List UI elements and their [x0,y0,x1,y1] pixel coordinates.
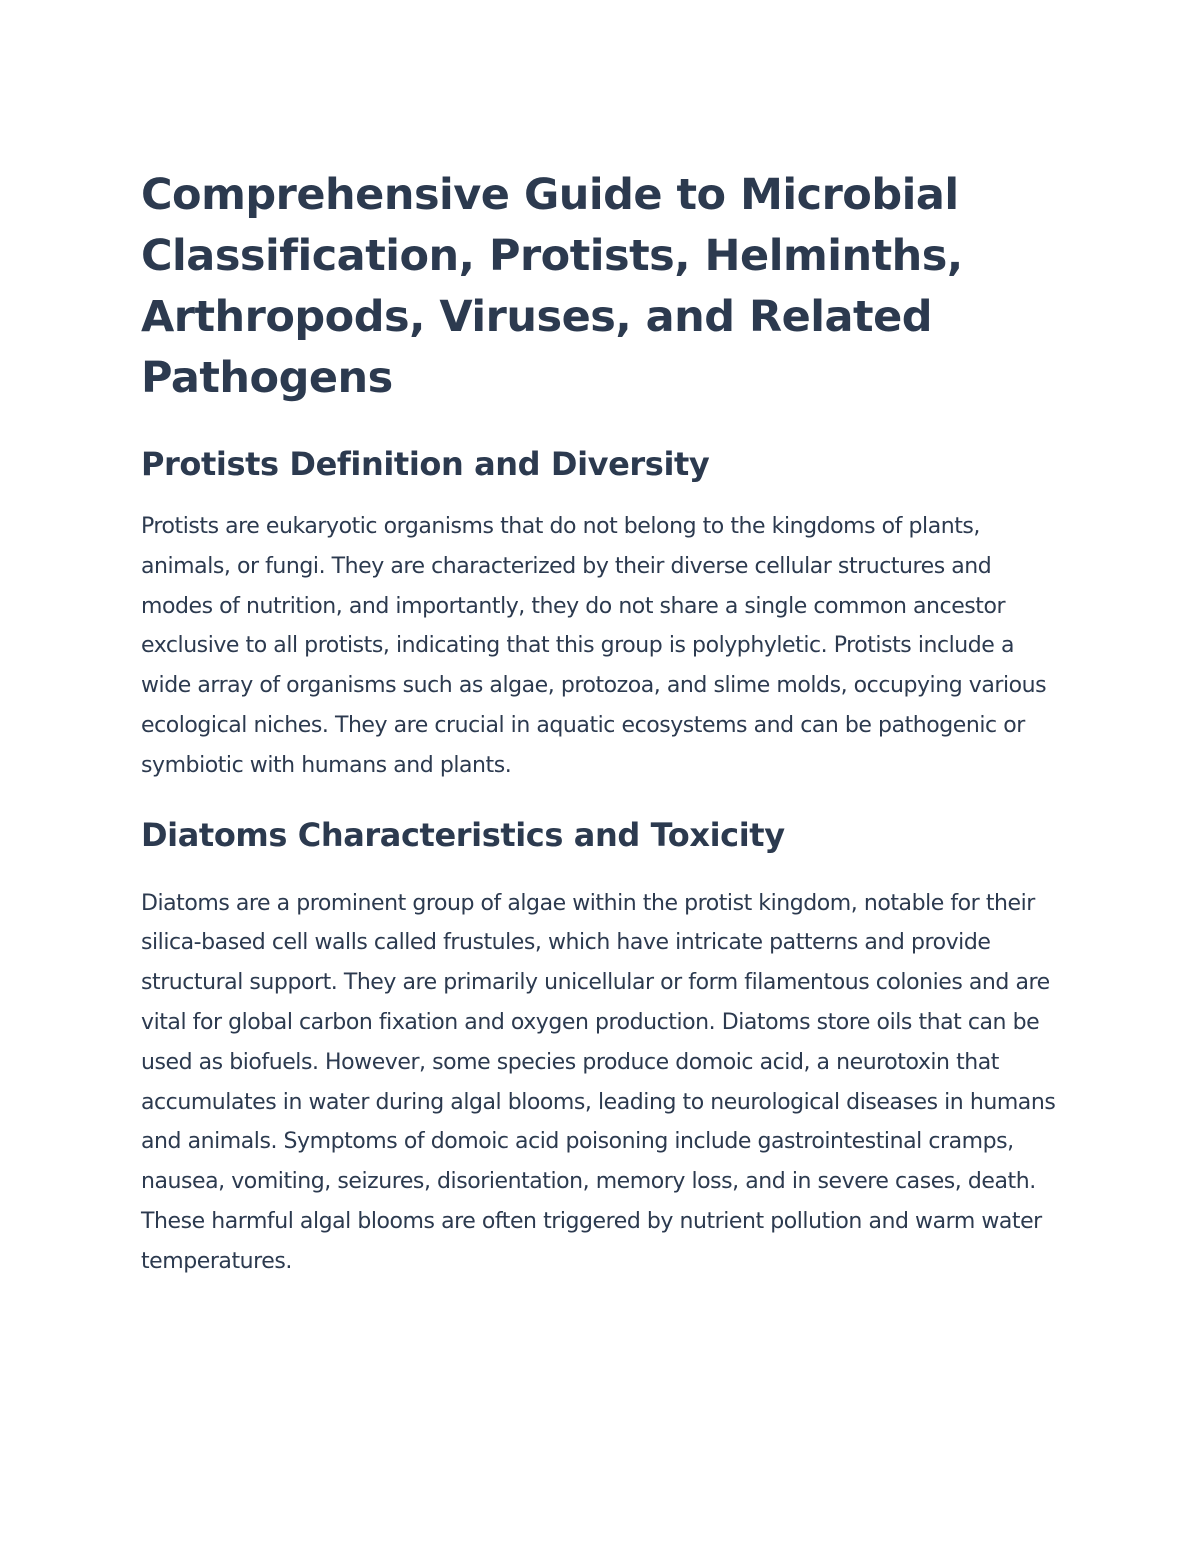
document-page [141,165,1066,1282]
section-heading-diatoms: Diatoms Characteristics and Toxicity [141,815,785,854]
section-body-protists: Protists are eukaryotic organisms that do not belong to the kingdoms of plants, animals, or fungi. They are characterized by their diverse cellular structures and modes of nutrition, and importantly, they do not share a single common ancestor exclusive to all protists, indicating that this group is polyphyletic. Protists include a wide array of organisms such as algae, protozoa, and slime molds, occupying various ecological niches. They are crucial in aquatic ecosystems and can be pathogenic or symbiotic with humans and plants. [141,514,1047,778]
document-title: Comprehensive Guide to Microbial Classification, Protists, Helminths, Arthropods, Viruses, and Related Pathogens [141,170,963,403]
section-heading-protists: Protists Definition and Diversity [141,445,710,483]
section-body-diatoms: Diatoms are a prominent group of algae within the protist kingdom, notable for their silica-based cell walls called frustules, which have intricate patterns and provide structural support. They are primarily unicellular or form filamentous colonies and are vital for global carbon fixation and oxygen production. Diatoms store oils that can be used as biofuels. However, some species produce domoic acid, a neurotoxin that accumulates in water during algal blooms, leading to neurological diseases in humans and animals. Symptoms of domoic acid poisoning include gastrointestinal cramps, nausea, vomiting, seizures, disorientation, memory loss, and in severe cases, death. These harmful algal blooms are often triggered by nutrient pollution and warm water temperatures. [141,890,1056,1274]
